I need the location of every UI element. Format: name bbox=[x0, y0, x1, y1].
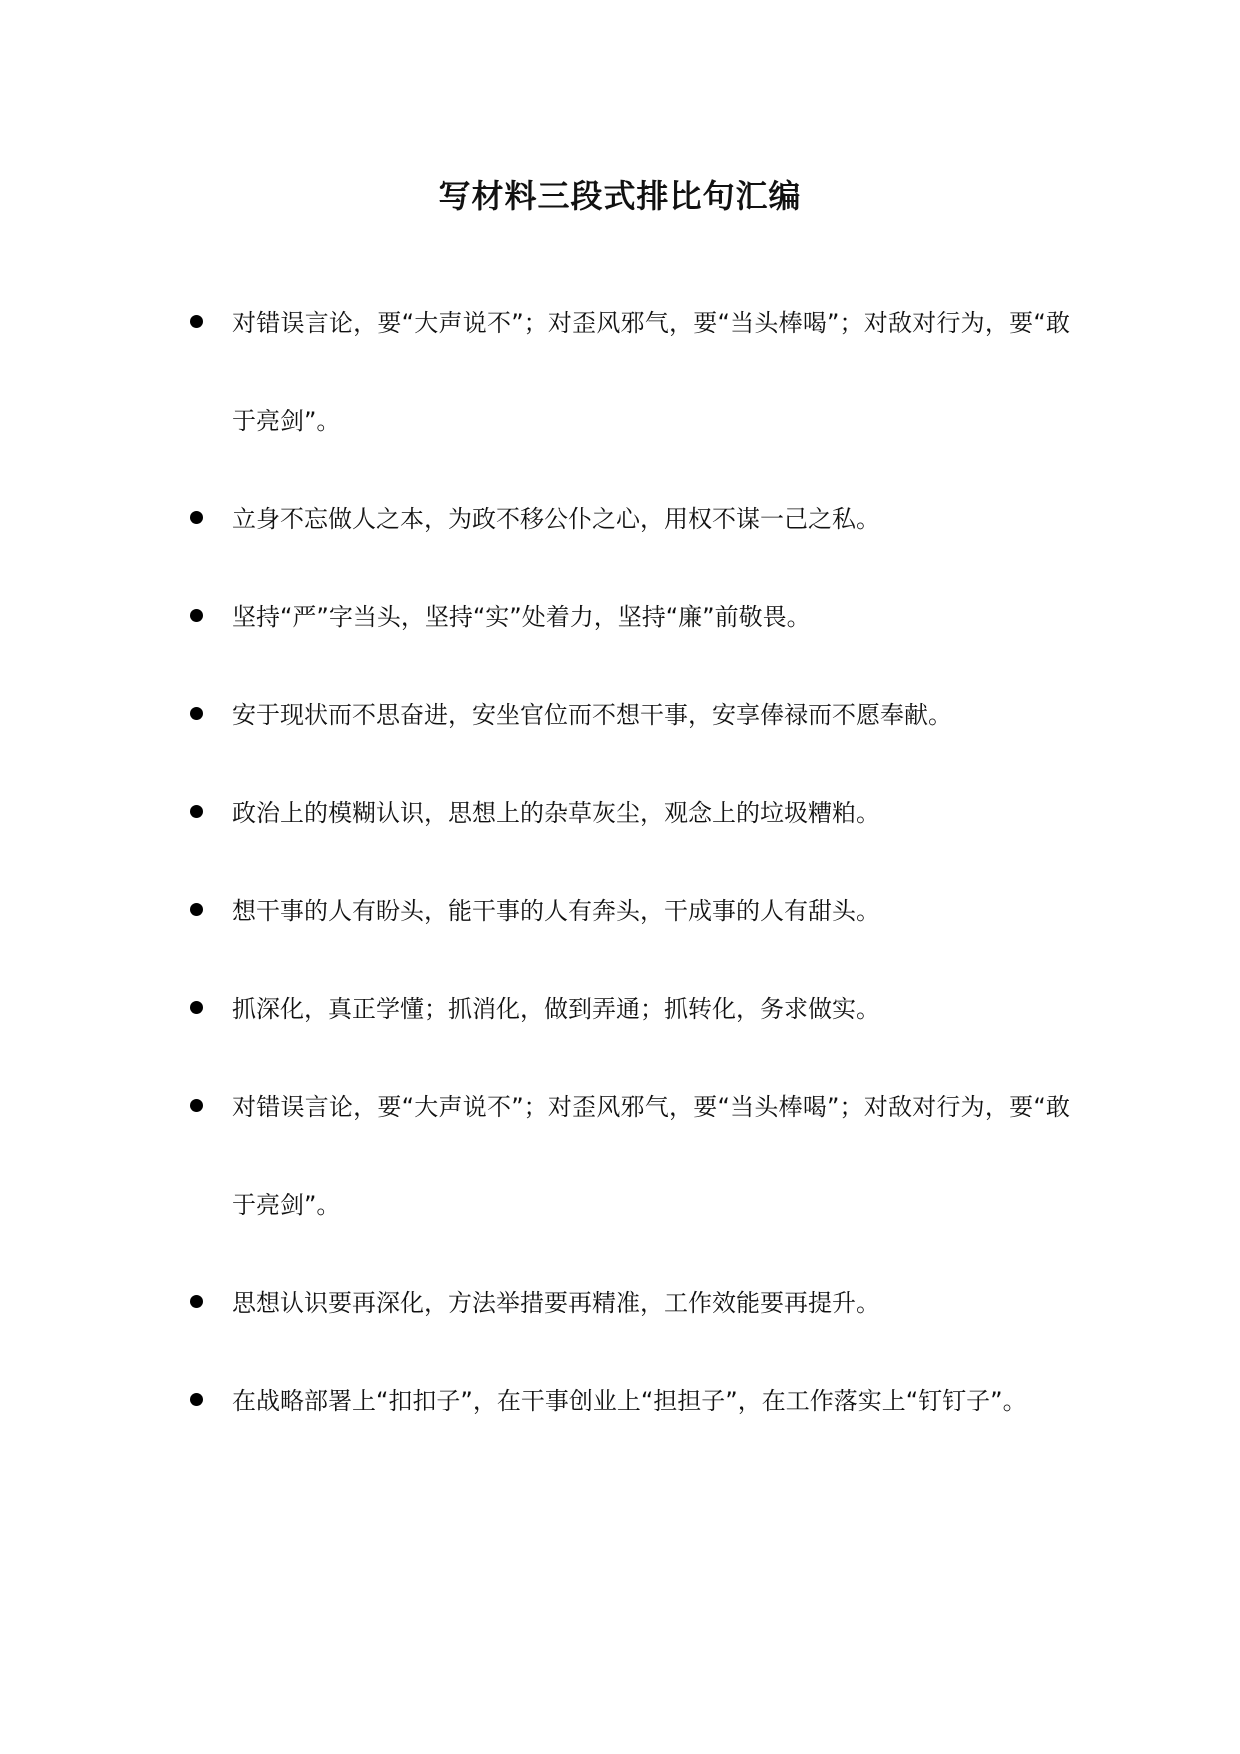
list-item bbox=[190, 1254, 1070, 1352]
bullet-icon bbox=[190, 1001, 203, 1014]
list-item bbox=[190, 470, 1070, 568]
list-item-text: 坚持“严”字当头，坚持“实”处着力，坚持“廉”前敬畏。 bbox=[232, 603, 811, 631]
list-item bbox=[190, 666, 1070, 764]
list-item bbox=[190, 862, 1070, 960]
bullet-icon bbox=[190, 315, 203, 328]
list-item bbox=[190, 1352, 1070, 1450]
list-item bbox=[190, 568, 1070, 666]
list-item-text: 对错误言论，要“大声说不”；对歪风邪气，要“当头棒喝”；对敌对行为，要“敢于亮剑”。 bbox=[232, 1093, 1070, 1219]
list-item bbox=[190, 274, 1070, 470]
document-title: 写材料三段式排比句汇编 bbox=[438, 177, 802, 215]
list-item-text: 立身不忘做人之本，为政不移公仆之心，用权不谋一己之私。 bbox=[232, 505, 880, 533]
list-item bbox=[190, 1058, 1070, 1254]
bullet-icon bbox=[190, 707, 203, 720]
bullet-icon bbox=[190, 511, 203, 524]
list-item-text: 安于现状而不思奋进，安坐官位而不想干事，安享俸禄而不愿奉献。 bbox=[232, 701, 952, 729]
list-item-text: 思想认识要再深化，方法举措要再精准，工作效能要再提升。 bbox=[232, 1289, 880, 1317]
bullet-icon bbox=[190, 609, 203, 622]
bullet-icon bbox=[190, 903, 203, 916]
sentence-list bbox=[190, 274, 1070, 1450]
bullet-icon bbox=[190, 805, 203, 818]
list-item bbox=[190, 960, 1070, 1058]
list-item-text: 对错误言论，要“大声说不”；对歪风邪气，要“当头棒喝”；对敌对行为，要“敢于亮剑”。 bbox=[232, 309, 1070, 435]
bullet-icon bbox=[190, 1099, 203, 1112]
list-item-text: 抓深化，真正学懂；抓消化，做到弄通；抓转化，务求做实。 bbox=[232, 995, 880, 1023]
list-item-text: 在战略部署上“扣扣子”，在干事创业上“担担子”，在工作落实上“钉钉子”。 bbox=[232, 1387, 1027, 1415]
bullet-icon bbox=[190, 1295, 203, 1308]
list-item-text: 政治上的模糊认识，思想上的杂草灰尘，观念上的垃圾糟粕。 bbox=[232, 799, 880, 827]
list-item-text: 想干事的人有盼头，能干事的人有奔头，干成事的人有甜头。 bbox=[232, 897, 880, 925]
bullet-icon bbox=[190, 1393, 203, 1406]
list-item bbox=[190, 764, 1070, 862]
